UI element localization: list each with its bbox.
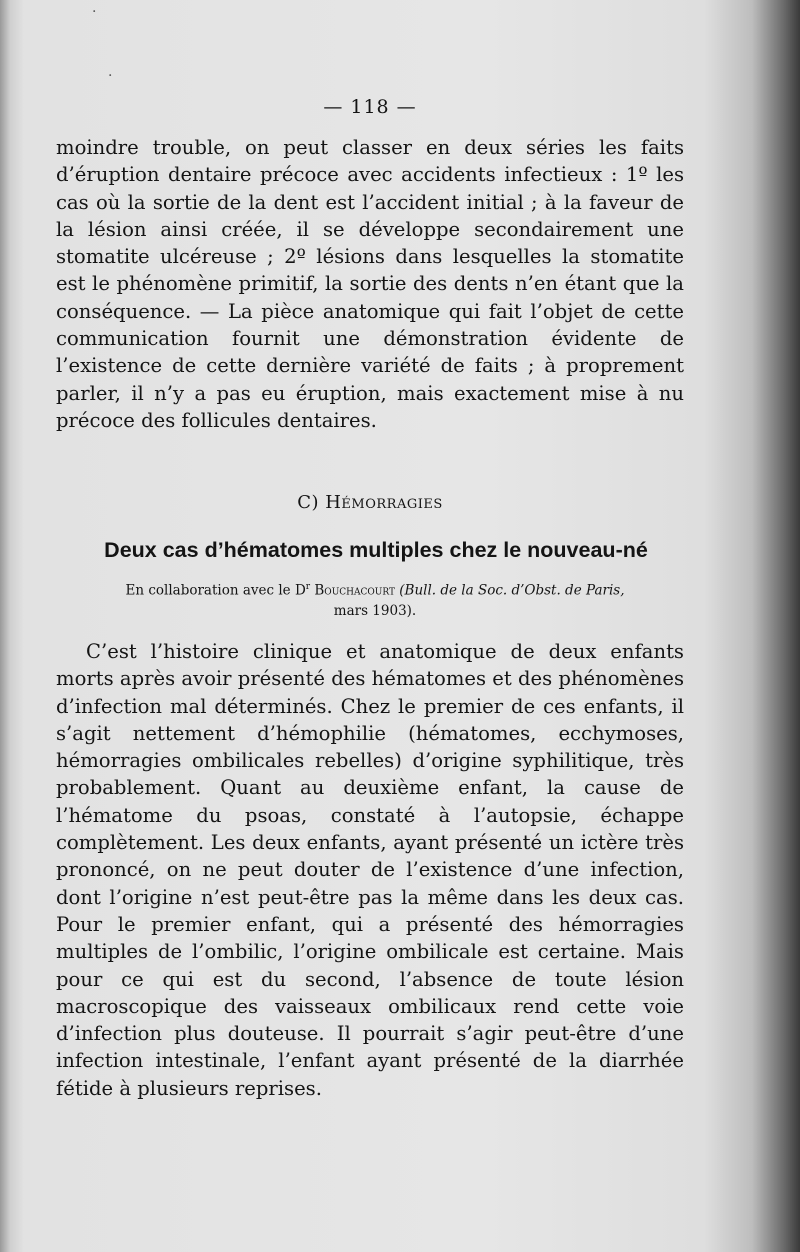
paragraph-text: C’est l’histoire clinique et anatomique de deux enfants morts après avoir présenté des hématomes et des phénomènes d’infection mal déterminés. Chez le premier de ces enfants, il s’agit nettement d’hémophilie (hématomes, ecchymoses, hémorragies ombilicales rebelles) d’origine syphilitique, très probablement. Quant au deuxième enfant, la cause de l’hématome du psoas, constaté à l’autopsie, échappe complètement. Les deux enfants, ayant présenté un ictère très prononcé, on ne peut douter de l’existence d’une infection, dont l’origine n’est peut-être pas la même dans les deux cas. Pour le premier enfant, qui a présenté des hémorragies multiples de l’ombilic, l’origine ombilicale est certaine. Mais pour ce qui est du second, l’absence de toute lésion macroscopique des vaisseaux ombilicaux rend cette voie d’infection plus douteuse. Il pourrait s’agir peut-être d’une infection intestinale, l’enfant ayant présenté de la diarrhée fétide à plusieurs reprises.: [56, 640, 685, 1100]
citation-source: (Bull. de la Soc. d’Obst. de Paris,: [399, 582, 625, 599]
section-label: C): [297, 492, 319, 513]
citation-name: Bouchacourt: [314, 582, 395, 599]
article-citation: [70, 577, 680, 621]
page-number: — 118 —: [323, 96, 417, 118]
article-title: Deux cas d’hématomes multiples chez le nouveau-né: [104, 538, 648, 562]
continuation-paragraph: [56, 134, 684, 434]
paragraph-text: moindre trouble, on peut classer en deux séries les faits d’éruption dentaire précoce avec accidents infectieux : 1º les cas où la sortie de la dent est l’accident initial ; à la faveur de la lésion ainsi créée, il se développe secondairement une stomatite ulcéreuse ; 2º lésions dans lesquelles la stomatite est le phénomène primitif, la sortie des dents n’en étant que la conséquence. — La pièce anatomique qui fait l’objet de cette communication fournit une démonstration évidente de l’existence de cette dernière variété de faits ; à proprement parler, il n’y a pas eu éruption, mais exactement mise à nu précoce des follicules dentaires.: [56, 136, 684, 432]
citation-superscript: r: [305, 582, 311, 592]
article-body: [56, 638, 684, 1102]
scan-speck: ·: [92, 4, 97, 20]
section-heading: [0, 492, 740, 513]
citation-prefix: En collaboration avec le D: [125, 582, 306, 599]
citation-date: mars 1903).: [333, 602, 417, 619]
scan-speck: ·: [108, 68, 113, 84]
section-title: Hémorragies: [325, 492, 443, 513]
